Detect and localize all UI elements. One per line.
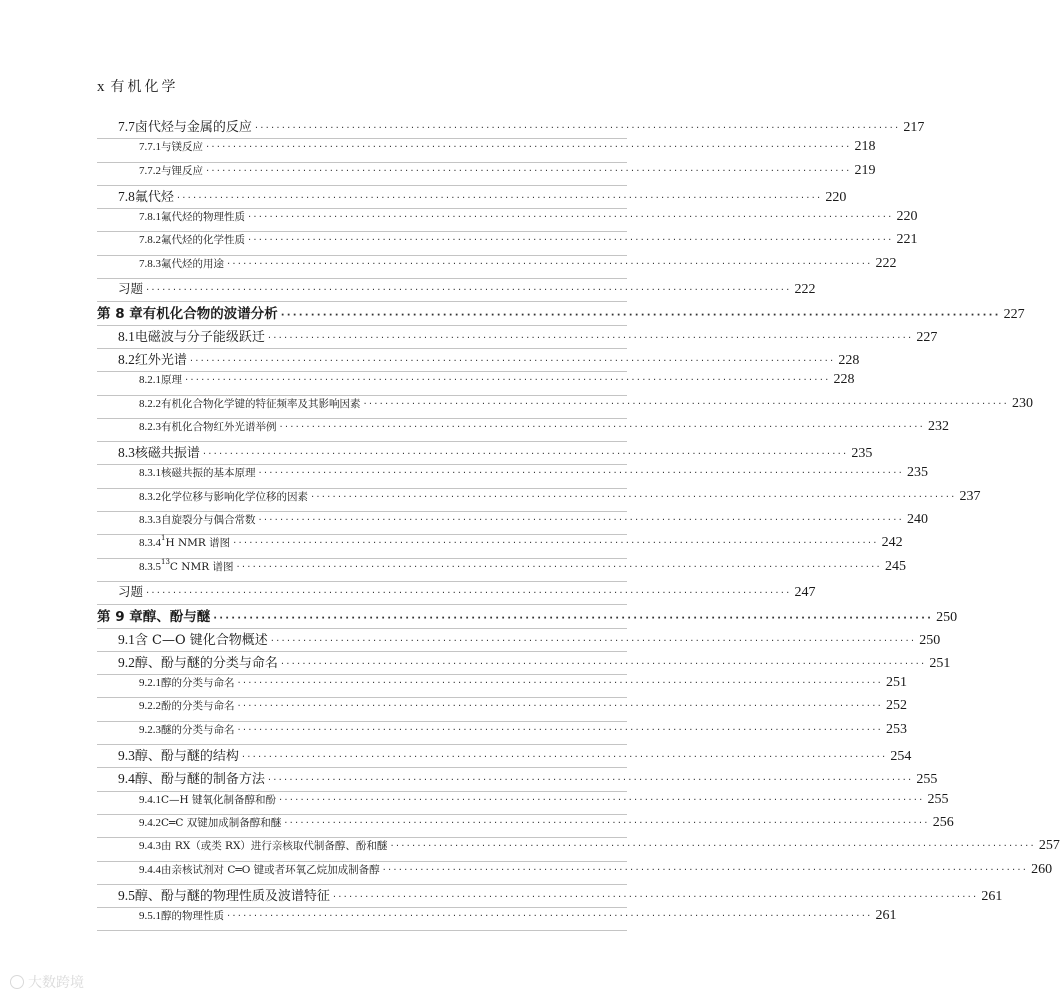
dot-leader: ························································································································ <box>280 310 1001 322</box>
dot-leader: ························································································································ <box>202 449 849 461</box>
toc-entry-page-number: 251 <box>885 675 907 691</box>
toc-entry-page-number: 261 <box>875 908 897 924</box>
toc-entry-number: 第 8 章 <box>97 306 143 323</box>
toc-entry-number: 9.5 <box>118 887 135 903</box>
toc-entry-section[interactable] <box>97 629 941 652</box>
toc-entry-number: 8.2 <box>118 351 135 367</box>
dot-leader: ························································································································ <box>267 332 914 344</box>
toc-entry-title: 含 C—O 键化合物概述 <box>134 632 268 648</box>
toc-entry-title: 有机化合物的波谱分析 <box>142 306 278 323</box>
dot-leader: ························································································································ <box>248 235 894 247</box>
toc-entry-number: 9.3 <box>118 748 135 764</box>
toc-entry-title: 醇的分类与命名 <box>161 677 235 690</box>
toc-entry-page-number: 256 <box>932 814 954 830</box>
toc-entry-page-number: 219 <box>854 162 876 178</box>
toc-entry-title: 与镁反应 <box>161 141 203 154</box>
toc-entry-page-number: 218 <box>854 139 876 155</box>
running-header <box>97 76 179 96</box>
toc-entry-sub[interactable] <box>97 139 876 162</box>
toc-entry-number: 7.7 <box>118 119 135 134</box>
dot-leader: ························································································································ <box>237 678 883 690</box>
toc-entry-title: 核磁共振的基本原理 <box>161 467 256 480</box>
toc-entry-title: 由 RX（或类 RX）进行亲核取代制备醇、酚和醚 <box>161 840 388 853</box>
toc-entry-sub[interactable] <box>97 395 1033 419</box>
toc-entry-title: C═C 双键加成制备醇和醚 <box>161 816 282 829</box>
dot-leader: ························································································································ <box>382 864 1029 876</box>
toc-entry-number: 8.3.4 <box>139 537 161 550</box>
toc-entry-sub[interactable] <box>97 838 1060 861</box>
toc-entry-page-number: 230 <box>1011 395 1033 411</box>
dot-leader: ························································································································ <box>237 724 883 736</box>
watermark-text: 大数跨境 <box>28 975 84 991</box>
toc-entry-page-number: 255 <box>927 791 949 807</box>
toc-entry-number: 8.3.3 <box>139 514 161 527</box>
toc-entry-title: 醇、酚与醚的分类与命名 <box>134 655 278 671</box>
toc-entry-number: 8.2.2 <box>139 397 161 410</box>
dot-leader: ························································································································ <box>189 355 836 367</box>
toc-entry-title: 电磁波与分子能级跃迁 <box>134 329 265 345</box>
dot-leader: ························································································································ <box>254 123 901 134</box>
toc-entry-page-number: 251 <box>929 655 951 671</box>
toc-entry-section[interactable] <box>97 745 912 768</box>
dot-leader: ························································································································ <box>206 165 852 177</box>
toc-entry-page-number: 227 <box>1003 307 1025 323</box>
dot-leader: ························································································································ <box>233 538 879 550</box>
toc-entry-number: 8.3 <box>118 445 135 461</box>
toc-entry-title-text: H NMR 谱图 <box>165 537 231 550</box>
toc-entry-number: 8.2.3 <box>139 420 161 433</box>
toc-entry-title <box>161 559 233 574</box>
toc-entry-page-number: 245 <box>884 558 906 574</box>
toc-entry-sub[interactable] <box>97 908 897 931</box>
dot-leader: ························································································································ <box>363 398 1009 410</box>
toc-entry-sub[interactable] <box>97 372 855 395</box>
toc-entry-page-number: 250 <box>919 632 941 648</box>
toc-entry-page-number: 253 <box>885 721 907 737</box>
toc-entry-sub[interactable] <box>97 162 876 186</box>
toc-entry-number: 8.2.1 <box>139 374 161 387</box>
toc-entry-title: 习题 <box>118 281 144 297</box>
toc-entry-number: 9.1 <box>118 631 135 647</box>
dot-leader: ························································································································ <box>176 192 823 204</box>
toc-entry-ex[interactable] <box>97 279 816 302</box>
toc-entry-page-number: 222 <box>794 282 816 298</box>
toc-entry-number: 9.4.3 <box>139 840 161 853</box>
toc-entry-number: 9.5.1 <box>139 910 161 923</box>
toc-entry-page-number: 255 <box>916 772 938 788</box>
toc-entry-sub[interactable] <box>97 814 954 838</box>
toc-entry-section[interactable] <box>97 652 951 675</box>
toc-entry-page-number: 242 <box>881 535 903 551</box>
toc-entry-page-number: 257 <box>1038 838 1060 854</box>
toc-entry-title: 酚的分类与命名 <box>161 700 235 713</box>
toc-entry-page-number: 235 <box>906 465 928 481</box>
toc-entry-page-number: 228 <box>838 352 860 368</box>
toc-entry-title: 醇、酚与醚的物理性质及波谱特征 <box>134 888 330 904</box>
toc-entry-sub[interactable] <box>97 209 918 232</box>
dot-leader: ························································································································ <box>213 613 934 625</box>
toc-entry-page-number: 232 <box>927 418 949 434</box>
toc-entry-title: 有机化合物化学键的特征频率及其影响因素 <box>161 397 361 410</box>
dot-leader: ························································································································ <box>146 587 792 599</box>
toc-entry-page-number: 254 <box>890 749 912 765</box>
toc-entry-page-number: 227 <box>916 329 938 345</box>
toc-entry-page-number: 260 <box>1031 861 1053 877</box>
dot-leader: ························································································································ <box>241 752 888 764</box>
toc-entry-section[interactable] <box>97 116 925 139</box>
watermark <box>10 972 84 992</box>
toc-entry-number: 7.8 <box>118 188 135 204</box>
toc-entry-sub[interactable] <box>97 698 907 721</box>
toc-entry-sub[interactable] <box>97 557 906 582</box>
toc-entry-page-number: 240 <box>906 512 928 528</box>
page-roman-numeral: x <box>97 79 105 95</box>
toc-entry-page-number: 220 <box>896 209 918 225</box>
toc-entry-page-number: 222 <box>875 255 897 271</box>
toc-entry-title: 核磁共振谱 <box>134 446 200 462</box>
toc-entry-sub[interactable] <box>97 418 949 442</box>
dot-leader: ························································································································ <box>258 515 904 527</box>
toc-entry-title-text: C NMR 谱图 <box>169 560 234 573</box>
toc-entry-sub[interactable] <box>97 232 918 255</box>
toc-entry-number: 7.7.2 <box>139 164 161 177</box>
dot-leader: ························································································································ <box>237 701 883 713</box>
toc-entry-number: 7.8.3 <box>139 257 161 270</box>
toc-entry-number: 9.4.2 <box>139 816 161 829</box>
toc-entry-title <box>161 535 230 550</box>
toc-entry-chapter[interactable] <box>97 302 1025 325</box>
toc-entry-sub[interactable] <box>97 861 1053 885</box>
toc-entry-section[interactable] <box>97 349 860 372</box>
dot-leader: ························································································································ <box>311 491 957 503</box>
toc-entry-number: 8.3.5 <box>139 560 161 573</box>
toc-entry-title: 化学位移与影响化学位移的因素 <box>161 490 308 503</box>
toc-entry-number: 第 9 章 <box>97 609 143 626</box>
toc-entry-number: 8.3.1 <box>139 467 161 480</box>
dot-leader: ························································································································ <box>206 142 852 154</box>
book-title: 有机化学 <box>110 79 179 95</box>
toc-entry-page-number: 221 <box>896 232 918 248</box>
toc-entry-page-number: 250 <box>936 610 958 626</box>
toc-entry-title: 醇的物理性质 <box>161 910 224 923</box>
toc-entry-number: 9.4 <box>118 771 135 787</box>
toc-entry-title: 氟代烃 <box>134 189 174 205</box>
watermark-logo-icon <box>10 975 24 989</box>
toc-entry-title: 有机化合物红外光谱举例 <box>161 420 277 433</box>
dot-leader: ························································································································ <box>227 911 873 923</box>
dot-leader: ························································································································ <box>227 258 873 270</box>
toc-entry-section[interactable] <box>97 186 847 209</box>
toc-entry-title: 原理 <box>161 374 182 387</box>
toc-entry-page-number: 217 <box>903 120 925 135</box>
toc-entry-page-number: 228 <box>833 372 855 388</box>
toc-entry-number: 8.3.2 <box>139 490 161 503</box>
dot-leader: ························································································································ <box>284 817 930 829</box>
dot-leader: ························································································································ <box>146 285 792 297</box>
toc-entry-page-number: 237 <box>959 488 981 504</box>
isotope-superscript: 13 <box>161 557 170 566</box>
toc-entry-page-number: 261 <box>981 888 1003 904</box>
dot-leader: ························································································································ <box>270 635 917 647</box>
toc-entry-sub[interactable] <box>97 675 907 698</box>
dot-leader: ························································································································ <box>267 775 914 787</box>
table-of-contents <box>97 116 1060 931</box>
toc-entry-number: 9.4.1 <box>139 793 161 806</box>
toc-entry-title: 醇、酚与醚的结构 <box>134 749 239 765</box>
toc-entry-title: 自旋裂分与偶合常数 <box>161 514 256 527</box>
toc-entry-title: C—H 键氧化制备醇和酚 <box>161 793 277 806</box>
toc-entry-sub[interactable] <box>97 791 949 815</box>
dot-leader: ························································································································ <box>279 794 925 806</box>
toc-entry-number: 9.2.2 <box>139 700 161 713</box>
toc-entry-section[interactable] <box>97 768 938 791</box>
toc-entry-title: 红外光谱 <box>134 352 187 368</box>
toc-entry-number: 8.1 <box>118 328 135 344</box>
toc-entry-number: 9.2.1 <box>139 677 161 690</box>
toc-entry-page-number: 247 <box>794 584 816 600</box>
dot-leader: ························································································································ <box>258 468 904 480</box>
toc-entry-title: 醇、酚与醚的制备方法 <box>134 772 265 788</box>
toc-entry-sub[interactable] <box>97 512 928 535</box>
toc-entry-sub[interactable] <box>97 255 897 279</box>
toc-entry-chapter[interactable] <box>97 605 958 628</box>
isotope-superscript: 1 <box>161 534 166 543</box>
toc-entry-number: 9.4.4 <box>139 863 161 876</box>
toc-entry-page-number: 252 <box>885 698 907 714</box>
toc-entry-title: 由亲核试剂对 C═O 键或者环氧乙烷加成制备醇 <box>161 863 380 876</box>
dot-leader: ························································································································ <box>390 841 1036 853</box>
toc-entry-page-number: 235 <box>851 446 873 462</box>
toc-entry-sub[interactable] <box>97 721 907 745</box>
toc-entry-section[interactable] <box>97 442 873 465</box>
toc-entry-number: 7.8.2 <box>139 234 161 247</box>
dot-leader: ························································································································ <box>236 561 882 573</box>
toc-entry-ex[interactable] <box>97 582 816 605</box>
toc-entry-page-number: 220 <box>825 189 847 205</box>
toc-entry-sub[interactable] <box>97 488 981 512</box>
toc-entry-sub[interactable] <box>97 534 903 558</box>
toc-entry-number: 9.2.3 <box>139 723 161 736</box>
toc-entry-section[interactable] <box>97 326 938 349</box>
toc-entry-number: 7.8.1 <box>139 211 161 224</box>
toc-entry-title: 醇、酚与醚 <box>142 609 211 626</box>
toc-entry-title: 与锂反应 <box>161 164 203 177</box>
dot-leader: ························································································································ <box>248 212 894 224</box>
toc-entry-title: 氟代烃的化学性质 <box>161 234 245 247</box>
dot-leader: ························································································································ <box>185 375 831 387</box>
dot-leader: ························································································································ <box>279 421 925 433</box>
toc-entry-title: 氟代烃的用途 <box>161 257 224 270</box>
toc-entry-title: 习题 <box>118 583 144 599</box>
toc-entry-number: 7.7.1 <box>139 141 161 154</box>
toc-entry-title: 醚的分类与命名 <box>161 723 235 736</box>
dot-leader: ························································································································ <box>332 891 979 903</box>
toc-entry-number: 9.2 <box>118 654 135 670</box>
toc-entry-sub[interactable] <box>97 465 928 488</box>
toc-entry-section[interactable] <box>97 885 1003 908</box>
dot-leader: ························································································································ <box>280 658 927 670</box>
toc-entry-title: 卤代烃与金属的反应 <box>134 120 252 135</box>
toc-entry-title: 氟代烃的物理性质 <box>161 211 245 224</box>
